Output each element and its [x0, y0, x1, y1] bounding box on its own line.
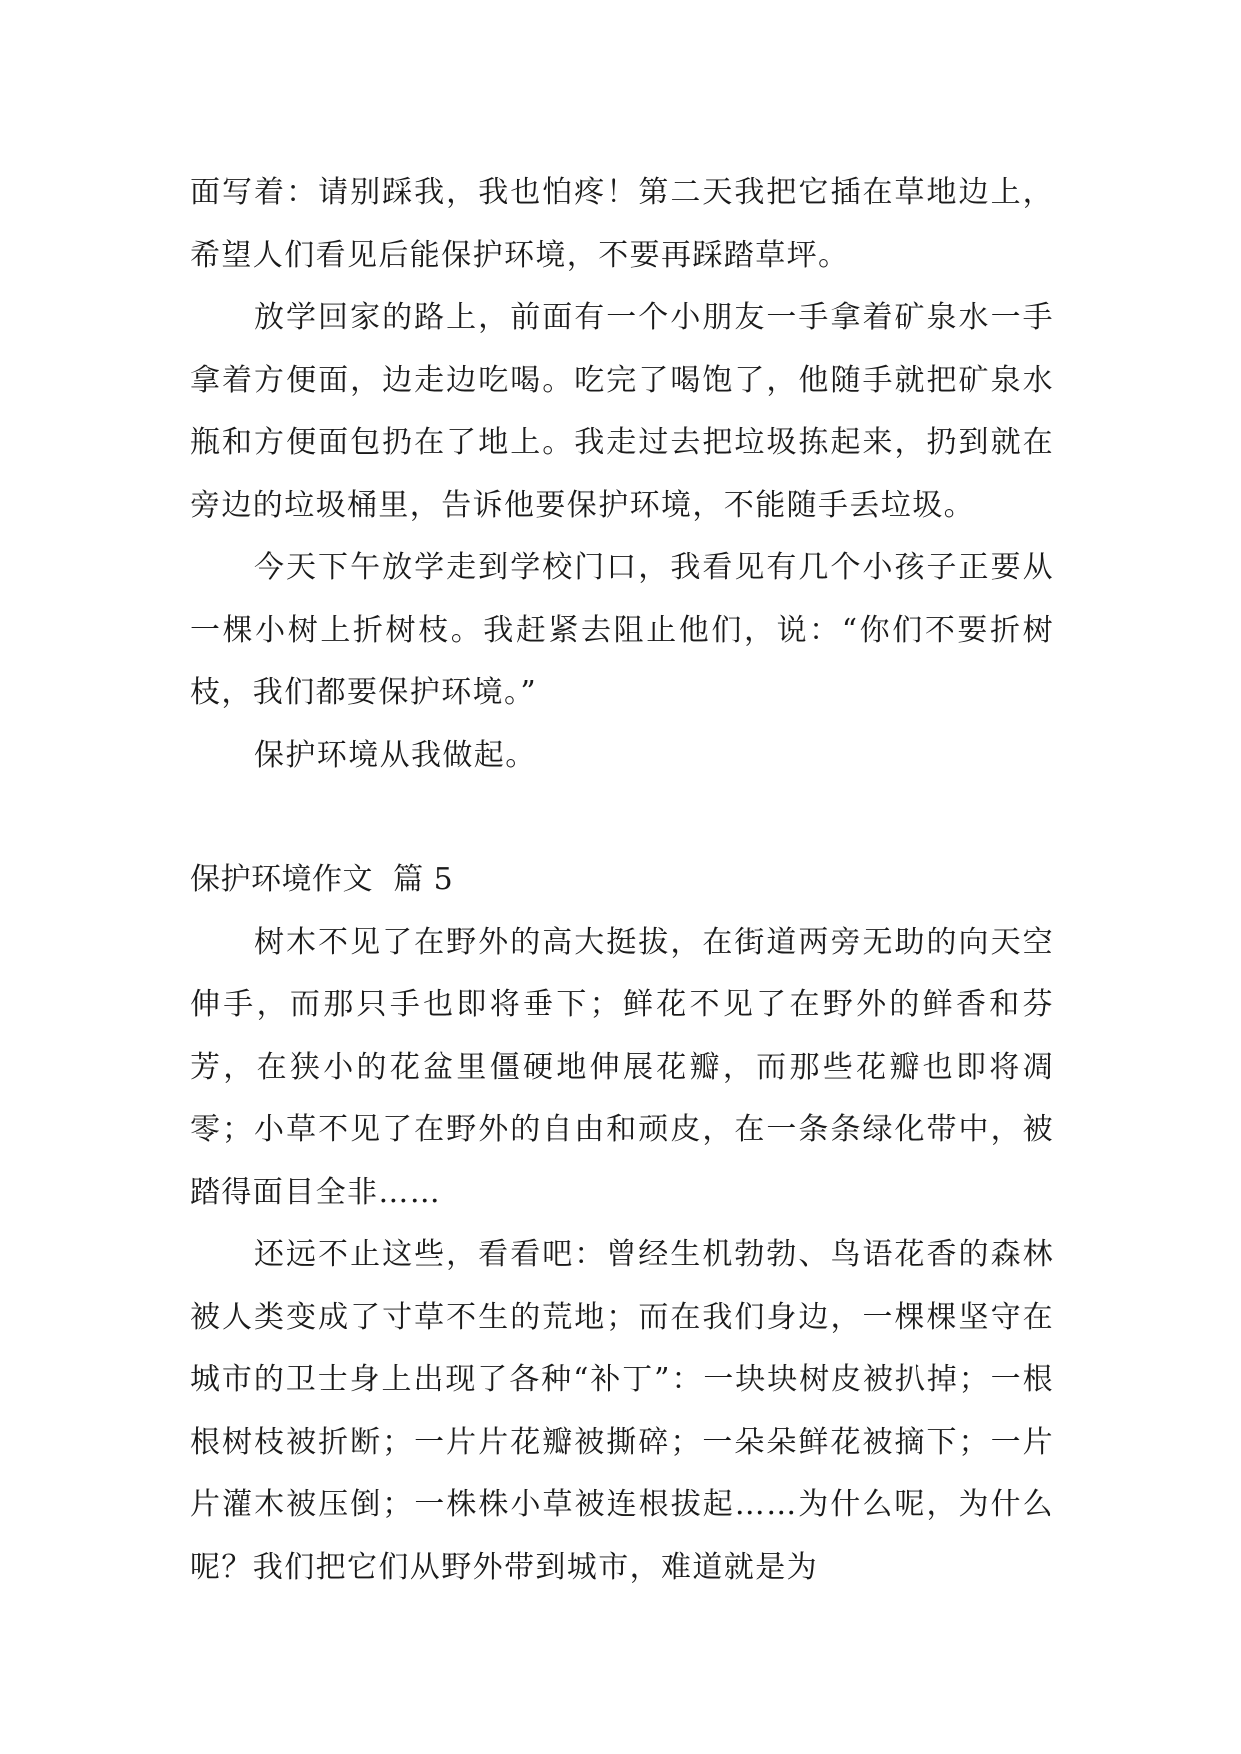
paragraph-conclusion: 保护环境从我做起。	[254, 737, 537, 773]
paragraph-plants: 树木不见了在野外的高大挺拔，在街道两旁无助的向天空伸手，而那只手也即将垂下；鲜花不见了在野外的鲜香和芬芳，在狭小的花盆里僵硬地伸展花瓣，而那些花瓣也即将凋零；小草不见了在野外的自由和顽皮，在一条条绿化带中，被踏得面目全非……	[190, 924, 1054, 1210]
document-page	[190, 162, 1054, 1599]
section-heading: 保护环境作文 篇 5	[190, 862, 454, 897]
paragraph-tree-branches: 今天下午放学走到学校门口，我看见有几个小孩子正要从一棵小树上折树枝。我赶紧去阻止他们，说：“你们不要折树枝，我们都要保护环境。”	[190, 550, 1054, 710]
paragraph-continued: 面写着：请别踩我，我也怕疼！第二天我把它插在草地边上，希望人们看见后能保护环境，不要再踩踏草坪。	[190, 175, 1054, 273]
paragraph-forest: 还远不止这些，看看吧：曾经生机勃勃、鸟语花香的森林被人类变成了寸草不生的荒地；而在我们身边，一棵棵坚守在城市的卫士身上出现了各种“补丁”：一块块树皮被扒掉；一根根树枝被折断；一片片花瓣被撕碎；一朵朵鲜花被摘下；一片片灌木被压倒；一株株小草被连根拔起……为什么呢，为什么呢？我们把它们从野外带到城市，难道就是为	[190, 1237, 1054, 1585]
section-spacer	[190, 787, 1054, 849]
paragraph-litter: 放学回家的路上，前面有一个小朋友一手拿着矿泉水一手拿着方便面，边走边吃喝。吃完了喝饱了，他随手就把矿泉水瓶和方便面包扔在了地上。我走过去把垃圾拣起来，扔到就在旁边的垃圾桶里，告诉他要保护环境，不能随手丢垃圾。	[190, 300, 1054, 523]
